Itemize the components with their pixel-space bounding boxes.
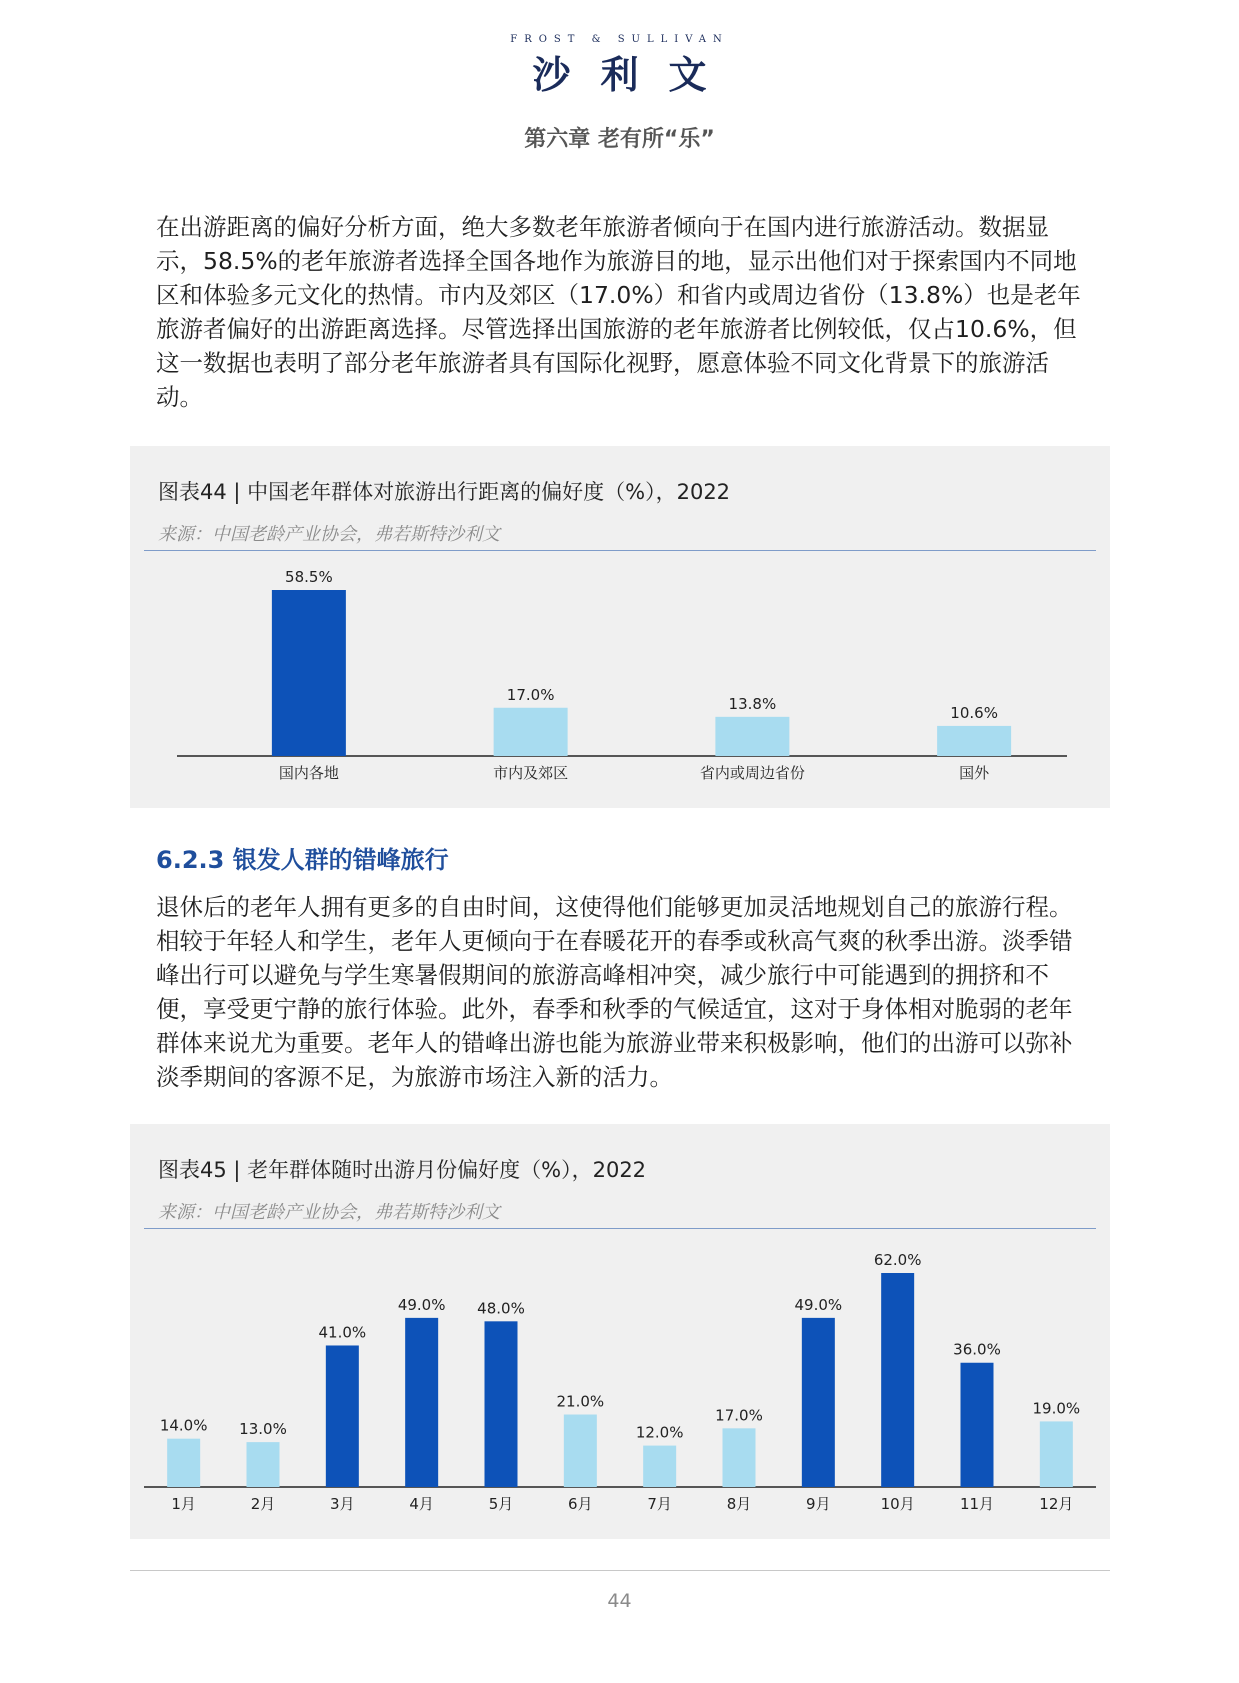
chart-45-category-label-7: 7月: [647, 1495, 672, 1513]
chart-45-category-label-8: 8月: [726, 1495, 752, 1513]
chart-45-category-label-1: 1月: [171, 1495, 196, 1513]
chart-45-bar-10: [881, 1273, 914, 1487]
chart-45-data-label-5: 48.0%: [477, 1299, 525, 1318]
chart-45-data-label-11: 36.0%: [953, 1340, 1001, 1359]
chart-45-category-label-6: 6月: [568, 1495, 593, 1513]
chart-45-bar-1: [167, 1439, 200, 1487]
chart-45-bar-9: [802, 1318, 835, 1487]
chart-45-category-label-9: 9月: [806, 1495, 831, 1513]
logo-chinese: 沙利文: [532, 53, 737, 97]
section-title: 6.2.3 银发人群的错峰旅行: [156, 846, 449, 874]
chart-45-bar-2: [247, 1442, 280, 1487]
chart-44-data-label-1: 58.5%: [285, 568, 333, 586]
chart-45-category-label-5: 5月: [488, 1495, 514, 1513]
chart-45-bar-8: [723, 1428, 756, 1487]
chart-45-data-label-4: 49.0%: [397, 1295, 446, 1314]
chart-45-panel: [130, 1124, 1110, 1539]
chart-44-category-label-4: 国外: [959, 764, 990, 782]
chapter-heading: 第六章 老有所“乐”: [524, 127, 715, 152]
logo-english: FROST & SULLIVAN: [510, 34, 729, 45]
chart-44-data-label-2: 17.0%: [506, 685, 555, 704]
chart-44-plot: [130, 551, 1110, 808]
chart-45-data-label-7: 12.0%: [635, 1423, 684, 1442]
chart-44-source: 来源：中国老龄产业协会，弗若斯特沙利文: [158, 524, 500, 545]
chart-45-bar-7: [643, 1446, 676, 1487]
chart-44-category-label-3: 省内或周边省份: [699, 764, 805, 782]
chart-44-title: 图表44 | 中国老年群体对旅游出行距离的偏好度（%），2022: [158, 480, 731, 504]
body-paragraph-2: 退休后的老年人拥有更多的自由时间，这使得他们能够更加灵活地规划自己的旅游行程。相较于年轻人和学生，老年人更倾向于在春暖花开的春季或秋高气爽的秋季出游。淡季错峰出行可以避免与学生寒暑假期间的旅游高峰相冲突，减少旅行中可能遇到的拥挤和不便，享受更宁静的旅行体验。此外，春季和秋季的气候适宜，这对于身体相对脆弱的老年群体来说尤为重要。老年人的错峰出游也能为旅游业带来积极影响，他们的出游可以弥补淡季期间的客源不足，为旅游市场注入新的活力。: [156, 893, 1073, 1091]
chart-45-plot: [130, 1229, 1110, 1539]
chart-45-bar-12: [1040, 1421, 1073, 1487]
chart-45-data-label-2: 13.0%: [239, 1420, 287, 1439]
chart-45-bar-4: [405, 1318, 438, 1487]
chart-45-category-label-2: 2月: [250, 1495, 276, 1513]
chart-45-data-label-9: 49.0%: [794, 1295, 843, 1314]
chart-45-bar-5: [485, 1321, 518, 1487]
chart-44-data-label-3: 13.8%: [728, 694, 777, 713]
chart-45-category-label-12: 12月: [1039, 1495, 1074, 1513]
chart-45-data-label-10: 62.0%: [873, 1251, 922, 1269]
footer-divider: [130, 1570, 1110, 1571]
chart-44-bar-2: [494, 708, 568, 756]
chart-45-category-label-11: 11月: [959, 1495, 995, 1513]
chart-45-category-label-10: 10月: [880, 1495, 915, 1513]
chart-45-data-label-1: 14.0%: [159, 1416, 208, 1435]
chart-45-bar-6: [564, 1415, 597, 1487]
body-paragraph-1: 在出游距离的偏好分析方面，绝大多数老年旅游者倾向于在国内进行旅游活动。数据显示，58.5%的老年旅游者选择全国各地作为旅游目的地，显示出他们对于探索国内不同地区和体验多元文化的热情。市内及郊区（17.0%）和省内或周边省份（13.8%）也是老年旅游者偏好的出游距离选择。尽管选择出国旅游的老年旅游者比例较低，仅占10.6%，但这一数据也表明了部分老年旅游者具有国际化视野，愿意体验不同文化背景下的旅游活动。: [156, 213, 1081, 411]
chart-44-category-label-2: 市内及郊区: [493, 764, 569, 782]
chart-45-data-label-3: 41.0%: [318, 1323, 367, 1342]
chart-44-data-label-4: 10.6%: [950, 703, 998, 722]
chart-44-panel: [130, 446, 1110, 808]
chart-45-data-label-6: 21.0%: [556, 1392, 605, 1411]
chart-45-category-label-4: 4月: [409, 1495, 434, 1513]
chart-44-bar-3: [715, 717, 789, 756]
chart-45-title: 图表45 | 老年群体随时出游月份偏好度（%），2022: [158, 1158, 647, 1182]
chart-44-category-label-1: 国内各地: [278, 764, 339, 782]
chart-45-data-label-12: 19.0%: [1032, 1399, 1081, 1418]
chart-45-source: 来源：中国老龄产业协会，弗若斯特沙利文: [158, 1202, 500, 1223]
page-number: 44: [607, 1590, 632, 1612]
chart-44-bar-1: [272, 590, 346, 756]
chart-44-bar-4: [937, 726, 1011, 756]
chart-45-bar-3: [326, 1345, 359, 1487]
chart-45-category-label-3: 3月: [330, 1495, 355, 1513]
chart-45-bar-11: [961, 1363, 994, 1487]
chart-45-data-label-8: 17.0%: [715, 1406, 763, 1425]
